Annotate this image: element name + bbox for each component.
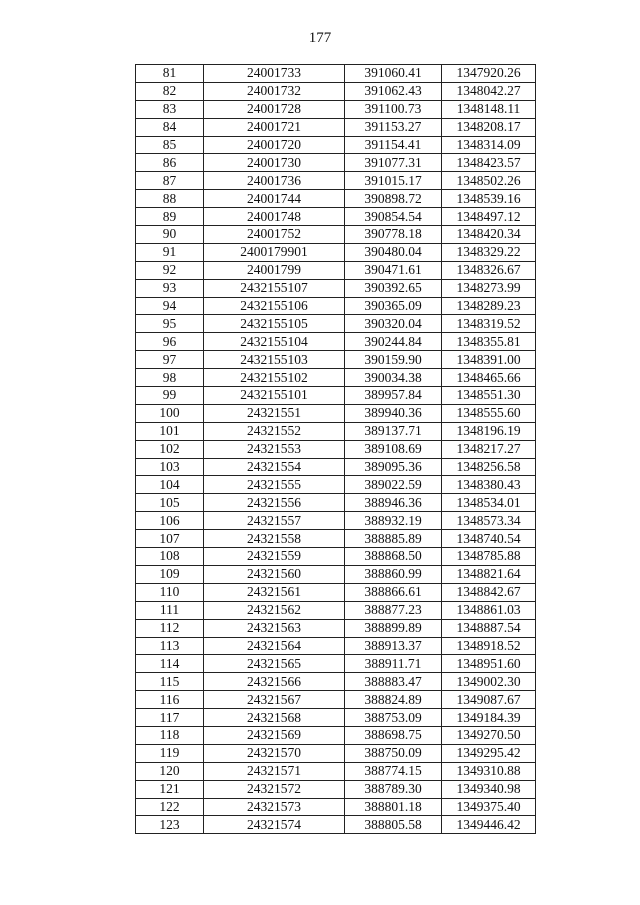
row-number-cell: 109 bbox=[136, 565, 204, 583]
row-number-cell: 84 bbox=[136, 118, 204, 136]
point-id-cell: 2432155104 bbox=[204, 333, 345, 351]
row-number-cell: 122 bbox=[136, 798, 204, 816]
x-coordinate-cell: 388868.50 bbox=[345, 548, 442, 566]
y-coordinate-cell: 1348555.60 bbox=[442, 404, 536, 422]
y-coordinate-cell: 1349295.42 bbox=[442, 744, 536, 762]
x-coordinate-cell: 390471.61 bbox=[345, 261, 442, 279]
x-coordinate-cell: 388750.09 bbox=[345, 744, 442, 762]
point-id-cell: 24321555 bbox=[204, 476, 345, 494]
table-row bbox=[136, 440, 536, 458]
x-coordinate-cell: 388698.75 bbox=[345, 726, 442, 744]
x-coordinate-cell: 389095.36 bbox=[345, 458, 442, 476]
x-coordinate-cell: 390244.84 bbox=[345, 333, 442, 351]
row-number-cell: 108 bbox=[136, 548, 204, 566]
y-coordinate-cell: 1348740.54 bbox=[442, 530, 536, 548]
x-coordinate-cell: 390034.38 bbox=[345, 369, 442, 387]
y-coordinate-cell: 1348551.30 bbox=[442, 387, 536, 405]
x-coordinate-cell: 390480.04 bbox=[345, 243, 442, 261]
point-id-cell: 24321556 bbox=[204, 494, 345, 512]
row-number-cell: 119 bbox=[136, 744, 204, 762]
row-number-cell: 121 bbox=[136, 780, 204, 798]
point-id-cell: 24321567 bbox=[204, 691, 345, 709]
point-id-cell: 24321554 bbox=[204, 458, 345, 476]
table-row bbox=[136, 601, 536, 619]
row-number-cell: 83 bbox=[136, 100, 204, 118]
y-coordinate-cell: 1348539.16 bbox=[442, 190, 536, 208]
point-id-cell: 24321561 bbox=[204, 583, 345, 601]
x-coordinate-cell: 389022.59 bbox=[345, 476, 442, 494]
table-row bbox=[136, 351, 536, 369]
row-number-cell: 97 bbox=[136, 351, 204, 369]
point-id-cell: 24321564 bbox=[204, 637, 345, 655]
x-coordinate-cell: 388913.37 bbox=[345, 637, 442, 655]
table-row bbox=[136, 172, 536, 190]
table-row bbox=[136, 154, 536, 172]
y-coordinate-cell: 1348502.26 bbox=[442, 172, 536, 190]
point-id-cell: 2432155106 bbox=[204, 297, 345, 315]
row-number-cell: 81 bbox=[136, 65, 204, 83]
point-id-cell: 2432155107 bbox=[204, 279, 345, 297]
table-row bbox=[136, 494, 536, 512]
row-number-cell: 117 bbox=[136, 709, 204, 727]
table-row bbox=[136, 458, 536, 476]
row-number-cell: 123 bbox=[136, 816, 204, 834]
x-coordinate-cell: 390898.72 bbox=[345, 190, 442, 208]
y-coordinate-cell: 1348355.81 bbox=[442, 333, 536, 351]
row-number-cell: 102 bbox=[136, 440, 204, 458]
x-coordinate-cell: 389957.84 bbox=[345, 387, 442, 405]
table-body bbox=[136, 65, 536, 834]
x-coordinate-cell: 388860.99 bbox=[345, 565, 442, 583]
y-coordinate-cell: 1348289.23 bbox=[442, 297, 536, 315]
point-id-cell: 24001733 bbox=[204, 65, 345, 83]
row-number-cell: 88 bbox=[136, 190, 204, 208]
row-number-cell: 93 bbox=[136, 279, 204, 297]
row-number-cell: 115 bbox=[136, 673, 204, 691]
y-coordinate-cell: 1348785.88 bbox=[442, 548, 536, 566]
point-id-cell: 24001748 bbox=[204, 208, 345, 226]
row-number-cell: 113 bbox=[136, 637, 204, 655]
row-number-cell: 100 bbox=[136, 404, 204, 422]
x-coordinate-cell: 388946.36 bbox=[345, 494, 442, 512]
point-id-cell: 24321551 bbox=[204, 404, 345, 422]
point-id-cell: 24321565 bbox=[204, 655, 345, 673]
y-coordinate-cell: 1349340.98 bbox=[442, 780, 536, 798]
y-coordinate-cell: 1348208.17 bbox=[442, 118, 536, 136]
point-id-cell: 24321569 bbox=[204, 726, 345, 744]
row-number-cell: 120 bbox=[136, 762, 204, 780]
y-coordinate-cell: 1348391.00 bbox=[442, 351, 536, 369]
point-id-cell: 2432155103 bbox=[204, 351, 345, 369]
row-number-cell: 95 bbox=[136, 315, 204, 333]
row-number-cell: 110 bbox=[136, 583, 204, 601]
y-coordinate-cell: 1349375.40 bbox=[442, 798, 536, 816]
x-coordinate-cell: 391062.43 bbox=[345, 82, 442, 100]
point-id-cell: 24321568 bbox=[204, 709, 345, 727]
x-coordinate-cell: 390778.18 bbox=[345, 226, 442, 244]
table-row bbox=[136, 565, 536, 583]
row-number-cell: 98 bbox=[136, 369, 204, 387]
point-id-cell: 24001728 bbox=[204, 100, 345, 118]
y-coordinate-cell: 1348423.57 bbox=[442, 154, 536, 172]
y-coordinate-cell: 1349184.39 bbox=[442, 709, 536, 727]
point-id-cell: 24321552 bbox=[204, 422, 345, 440]
table-row bbox=[136, 422, 536, 440]
x-coordinate-cell: 390392.65 bbox=[345, 279, 442, 297]
y-coordinate-cell: 1348148.11 bbox=[442, 100, 536, 118]
point-id-cell: 2432155105 bbox=[204, 315, 345, 333]
table-row bbox=[136, 548, 536, 566]
y-coordinate-cell: 1349270.50 bbox=[442, 726, 536, 744]
point-id-cell: 24321563 bbox=[204, 619, 345, 637]
x-coordinate-cell: 391154.41 bbox=[345, 136, 442, 154]
row-number-cell: 96 bbox=[136, 333, 204, 351]
point-id-cell: 24321559 bbox=[204, 548, 345, 566]
x-coordinate-cell: 391100.73 bbox=[345, 100, 442, 118]
row-number-cell: 106 bbox=[136, 512, 204, 530]
point-id-cell: 24321553 bbox=[204, 440, 345, 458]
row-number-cell: 90 bbox=[136, 226, 204, 244]
y-coordinate-cell: 1348319.52 bbox=[442, 315, 536, 333]
x-coordinate-cell: 391015.17 bbox=[345, 172, 442, 190]
point-id-cell: 24321574 bbox=[204, 816, 345, 834]
page-number: 177 bbox=[308, 30, 332, 46]
point-id-cell: 24001799 bbox=[204, 261, 345, 279]
y-coordinate-cell: 1348861.03 bbox=[442, 601, 536, 619]
x-coordinate-cell: 388753.09 bbox=[345, 709, 442, 727]
coordinates-table bbox=[135, 64, 536, 834]
point-id-cell: 24321571 bbox=[204, 762, 345, 780]
table-row bbox=[136, 208, 536, 226]
table-row bbox=[136, 709, 536, 727]
x-coordinate-cell: 388885.89 bbox=[345, 530, 442, 548]
y-coordinate-cell: 1348918.52 bbox=[442, 637, 536, 655]
row-number-cell: 107 bbox=[136, 530, 204, 548]
row-number-cell: 86 bbox=[136, 154, 204, 172]
y-coordinate-cell: 1347920.26 bbox=[442, 65, 536, 83]
x-coordinate-cell: 389108.69 bbox=[345, 440, 442, 458]
table-row bbox=[136, 100, 536, 118]
point-id-cell: 24001732 bbox=[204, 82, 345, 100]
table-row bbox=[136, 619, 536, 637]
row-number-cell: 116 bbox=[136, 691, 204, 709]
row-number-cell: 92 bbox=[136, 261, 204, 279]
row-number-cell: 111 bbox=[136, 601, 204, 619]
table-row bbox=[136, 261, 536, 279]
table-row bbox=[136, 476, 536, 494]
row-number-cell: 91 bbox=[136, 243, 204, 261]
y-coordinate-cell: 1348217.27 bbox=[442, 440, 536, 458]
y-coordinate-cell: 1348497.12 bbox=[442, 208, 536, 226]
x-coordinate-cell: 390854.54 bbox=[345, 208, 442, 226]
point-id-cell: 24321573 bbox=[204, 798, 345, 816]
y-coordinate-cell: 1348256.58 bbox=[442, 458, 536, 476]
row-number-cell: 114 bbox=[136, 655, 204, 673]
x-coordinate-cell: 389940.36 bbox=[345, 404, 442, 422]
table-row bbox=[136, 637, 536, 655]
table-row bbox=[136, 118, 536, 136]
table-row bbox=[136, 530, 536, 548]
table-row bbox=[136, 82, 536, 100]
x-coordinate-cell: 391153.27 bbox=[345, 118, 442, 136]
point-id-cell: 24001721 bbox=[204, 118, 345, 136]
x-coordinate-cell: 388899.89 bbox=[345, 619, 442, 637]
row-number-cell: 99 bbox=[136, 387, 204, 405]
x-coordinate-cell: 388883.47 bbox=[345, 673, 442, 691]
point-id-cell: 2432155102 bbox=[204, 369, 345, 387]
x-coordinate-cell: 390320.04 bbox=[345, 315, 442, 333]
table-row bbox=[136, 691, 536, 709]
point-id-cell: 24321558 bbox=[204, 530, 345, 548]
y-coordinate-cell: 1349087.67 bbox=[442, 691, 536, 709]
table-row bbox=[136, 816, 536, 834]
y-coordinate-cell: 1348380.43 bbox=[442, 476, 536, 494]
table-row bbox=[136, 583, 536, 601]
row-number-cell: 94 bbox=[136, 297, 204, 315]
point-id-cell: 24321562 bbox=[204, 601, 345, 619]
table-row bbox=[136, 315, 536, 333]
y-coordinate-cell: 1348534.01 bbox=[442, 494, 536, 512]
table-row bbox=[136, 190, 536, 208]
y-coordinate-cell: 1348842.67 bbox=[442, 583, 536, 601]
row-number-cell: 103 bbox=[136, 458, 204, 476]
point-id-cell: 24321566 bbox=[204, 673, 345, 691]
table-row bbox=[136, 226, 536, 244]
x-coordinate-cell: 389137.71 bbox=[345, 422, 442, 440]
x-coordinate-cell: 388774.15 bbox=[345, 762, 442, 780]
row-number-cell: 118 bbox=[136, 726, 204, 744]
point-id-cell: 24001736 bbox=[204, 172, 345, 190]
y-coordinate-cell: 1348196.19 bbox=[442, 422, 536, 440]
table-row bbox=[136, 333, 536, 351]
table-row bbox=[136, 369, 536, 387]
y-coordinate-cell: 1348326.67 bbox=[442, 261, 536, 279]
table-row bbox=[136, 655, 536, 673]
y-coordinate-cell: 1349310.88 bbox=[442, 762, 536, 780]
x-coordinate-cell: 388866.61 bbox=[345, 583, 442, 601]
point-id-cell: 24321557 bbox=[204, 512, 345, 530]
row-number-cell: 82 bbox=[136, 82, 204, 100]
x-coordinate-cell: 388911.71 bbox=[345, 655, 442, 673]
row-number-cell: 85 bbox=[136, 136, 204, 154]
y-coordinate-cell: 1349446.42 bbox=[442, 816, 536, 834]
table-row bbox=[136, 798, 536, 816]
row-number-cell: 112 bbox=[136, 619, 204, 637]
table-row bbox=[136, 780, 536, 798]
y-coordinate-cell: 1348821.64 bbox=[442, 565, 536, 583]
table-row bbox=[136, 243, 536, 261]
table-row bbox=[136, 744, 536, 762]
table-row bbox=[136, 279, 536, 297]
x-coordinate-cell: 388932.19 bbox=[345, 512, 442, 530]
point-id-cell: 24001730 bbox=[204, 154, 345, 172]
x-coordinate-cell: 390159.90 bbox=[345, 351, 442, 369]
x-coordinate-cell: 388824.89 bbox=[345, 691, 442, 709]
table-row bbox=[136, 404, 536, 422]
y-coordinate-cell: 1348329.22 bbox=[442, 243, 536, 261]
x-coordinate-cell: 388805.58 bbox=[345, 816, 442, 834]
x-coordinate-cell: 388801.18 bbox=[345, 798, 442, 816]
table-row bbox=[136, 512, 536, 530]
point-id-cell: 24321560 bbox=[204, 565, 345, 583]
x-coordinate-cell: 388789.30 bbox=[345, 780, 442, 798]
y-coordinate-cell: 1349002.30 bbox=[442, 673, 536, 691]
table-row bbox=[136, 297, 536, 315]
point-id-cell: 2400179901 bbox=[204, 243, 345, 261]
x-coordinate-cell: 388877.23 bbox=[345, 601, 442, 619]
row-number-cell: 87 bbox=[136, 172, 204, 190]
table-row bbox=[136, 65, 536, 83]
x-coordinate-cell: 390365.09 bbox=[345, 297, 442, 315]
y-coordinate-cell: 1348887.54 bbox=[442, 619, 536, 637]
point-id-cell: 24321570 bbox=[204, 744, 345, 762]
point-id-cell: 24001744 bbox=[204, 190, 345, 208]
point-id-cell: 24321572 bbox=[204, 780, 345, 798]
row-number-cell: 104 bbox=[136, 476, 204, 494]
table-row bbox=[136, 762, 536, 780]
table-row bbox=[136, 387, 536, 405]
x-coordinate-cell: 391077.31 bbox=[345, 154, 442, 172]
y-coordinate-cell: 1348465.66 bbox=[442, 369, 536, 387]
point-id-cell: 24001720 bbox=[204, 136, 345, 154]
table-row bbox=[136, 673, 536, 691]
y-coordinate-cell: 1348420.34 bbox=[442, 226, 536, 244]
y-coordinate-cell: 1348042.27 bbox=[442, 82, 536, 100]
y-coordinate-cell: 1348573.34 bbox=[442, 512, 536, 530]
y-coordinate-cell: 1348951.60 bbox=[442, 655, 536, 673]
table-row bbox=[136, 726, 536, 744]
y-coordinate-cell: 1348273.99 bbox=[442, 279, 536, 297]
row-number-cell: 89 bbox=[136, 208, 204, 226]
point-id-cell: 24001752 bbox=[204, 226, 345, 244]
row-number-cell: 101 bbox=[136, 422, 204, 440]
row-number-cell: 105 bbox=[136, 494, 204, 512]
table-row bbox=[136, 136, 536, 154]
point-id-cell: 2432155101 bbox=[204, 387, 345, 405]
y-coordinate-cell: 1348314.09 bbox=[442, 136, 536, 154]
x-coordinate-cell: 391060.41 bbox=[345, 65, 442, 83]
